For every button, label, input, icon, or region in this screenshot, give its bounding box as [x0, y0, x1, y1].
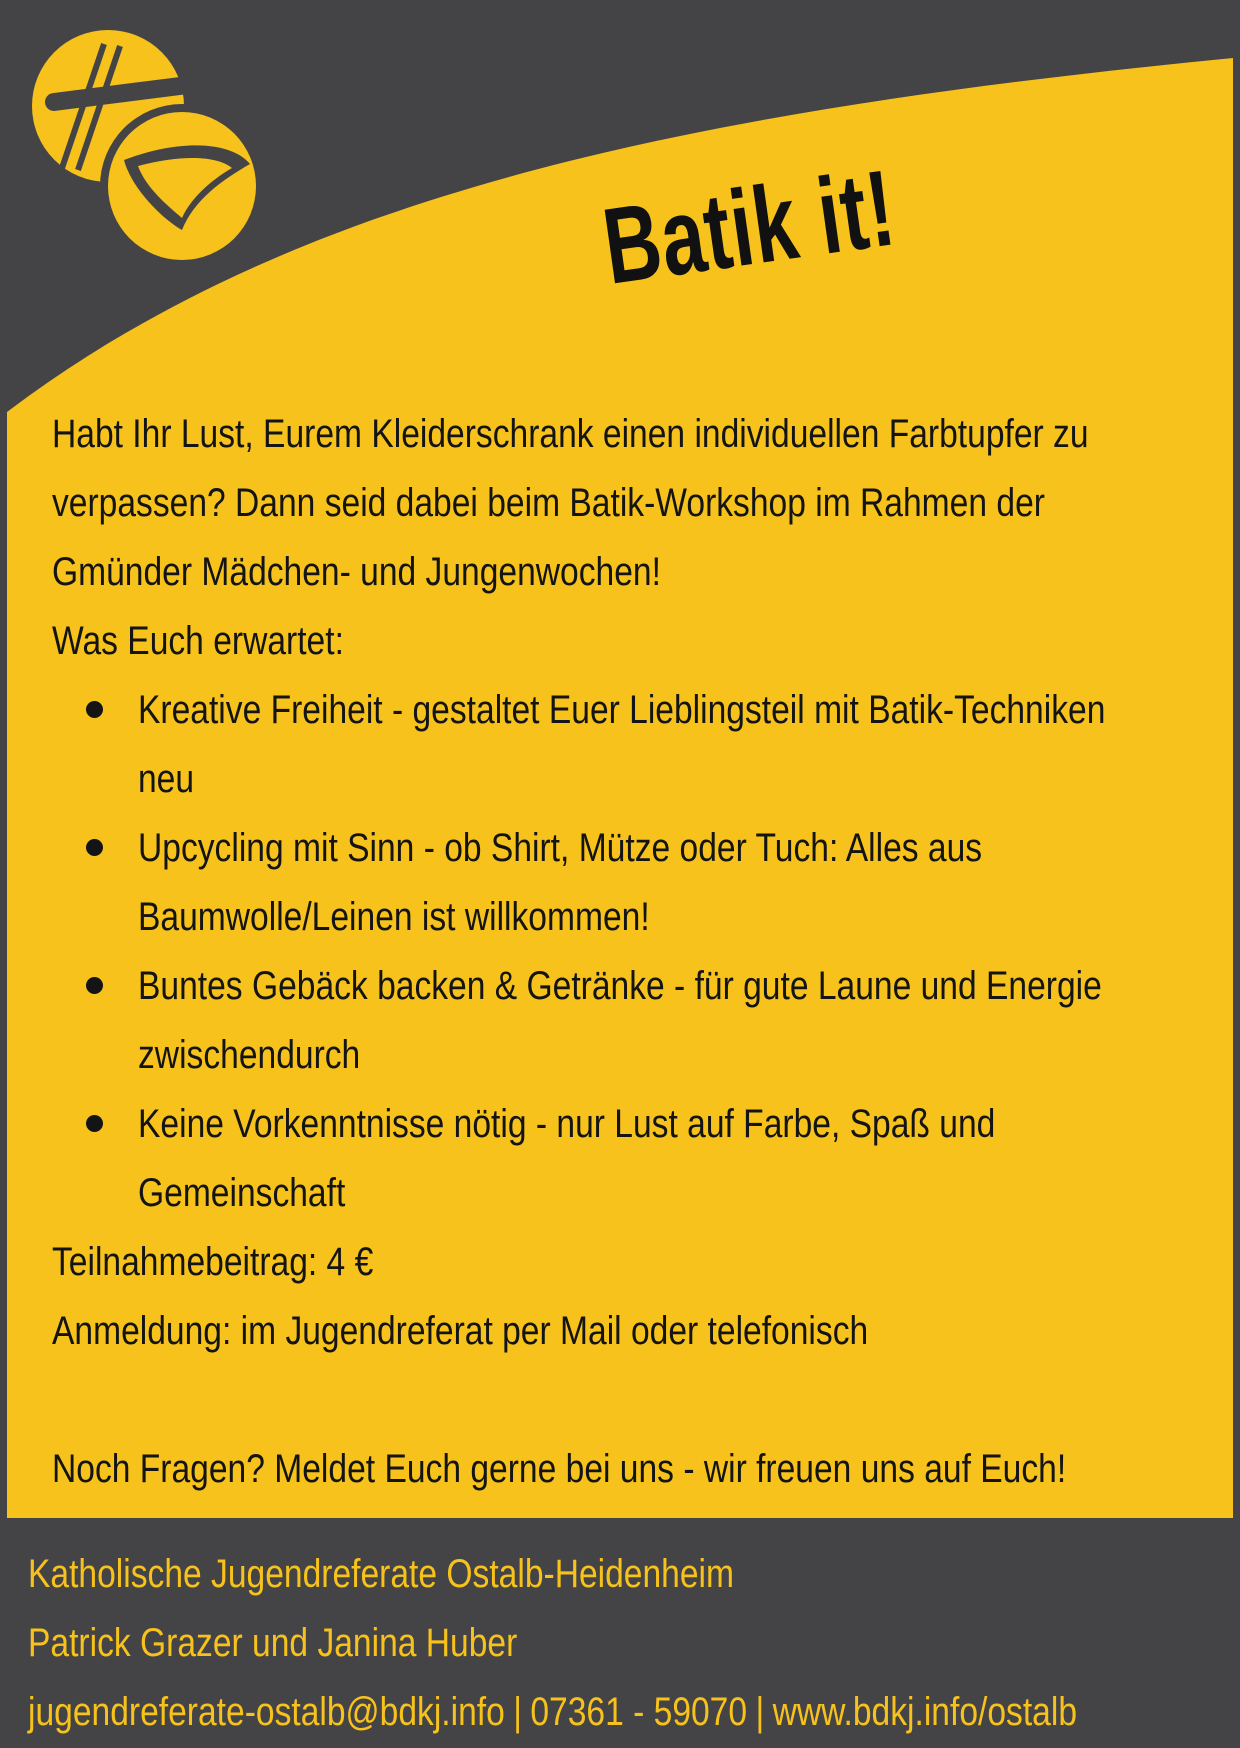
list-item: Upcycling mit Sinn - ob Shirt, Mütze oder Tuch: Alles aus Baumwolle/Leinen ist willkommen! [52, 814, 1212, 952]
bullet-icon [86, 977, 103, 994]
separator: | [755, 1690, 765, 1734]
intro-line: Gmünder Mädchen- und Jungenwochen! [52, 550, 661, 594]
flyer-title: Batik it! [596, 146, 902, 307]
organization-name: Katholische Jugendreferate Ostalb-Heidenheim [28, 1552, 735, 1596]
questions-text: Noch Fragen? Meldet Euch gerne bei uns - wir freuen uns auf Euch! [52, 1447, 1067, 1491]
list-item: Keine Vorkenntnisse nötig - nur Lust auf Farbe, Spaß und Gemeinschaft [52, 1090, 1212, 1228]
bullet-icon [86, 1115, 103, 1132]
list-item: Buntes Gebäck backen & Getränke - für gute Laune und Energie zwischendurch [52, 952, 1212, 1090]
intro-line: Habt Ihr Lust, Eurem Kleiderschrank einen individuellen Farbtupfer zu [52, 412, 1089, 456]
bullet-icon [86, 701, 103, 718]
bdkj-logo-icon [32, 30, 272, 270]
expect-heading: Was Euch erwartet: [52, 619, 344, 663]
separator: | [513, 1690, 522, 1734]
intro-line: verpassen? Dann seid dabei beim Batik-Workshop im Rahmen der [52, 481, 1045, 525]
flyer-body [52, 400, 1212, 1504]
spacer [52, 1366, 1212, 1435]
bullet-icon [86, 839, 103, 856]
registration-text: Anmeldung: im Jugendreferat per Mail oder telefonisch [52, 1309, 869, 1353]
feature-list [52, 676, 1212, 1228]
fee-text: Teilnahmebeitrag: 4 € [52, 1240, 374, 1284]
email-link[interactable]: jugendreferate-ostalb@bdkj.info [28, 1690, 505, 1734]
contact-persons: Patrick Grazer und Janina Huber [28, 1621, 518, 1665]
list-item: Kreative Freiheit - gestaltet Euer Lieblingsteil mit Batik-Techniken neu [52, 676, 1212, 814]
flyer-footer [28, 1540, 1218, 1747]
phone-number[interactable]: 07361 - 59070 [530, 1690, 748, 1734]
contact-line [28, 1678, 1218, 1747]
website-link[interactable]: www.bdkj.info/ostalb [772, 1690, 1078, 1734]
